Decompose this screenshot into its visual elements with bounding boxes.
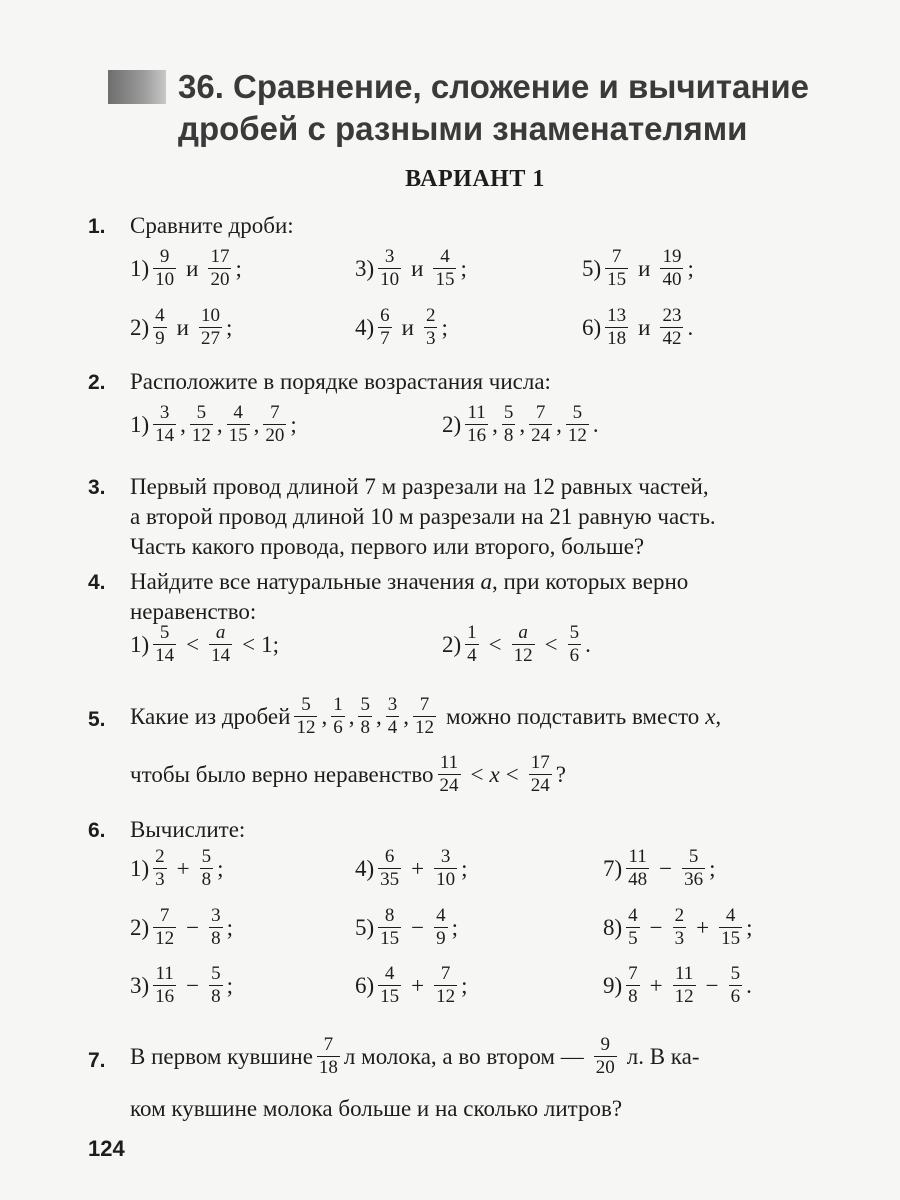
section-title — [178, 66, 878, 150]
task-1-text: Сравните дроби: — [130, 213, 294, 238]
fraction-denominator: 12 — [414, 717, 434, 738]
item-label: 1) — [130, 411, 150, 437]
less-than-sign: < — [488, 631, 502, 657]
fraction-numerator: 5 — [196, 402, 207, 423]
fraction — [378, 963, 401, 1008]
fraction — [227, 402, 250, 447]
inequality-item — [130, 622, 279, 667]
task-7-text: В первом кувшине — [130, 1043, 313, 1069]
fraction-denominator: 7 — [380, 328, 390, 349]
fraction — [626, 846, 649, 891]
punctuation: . — [592, 411, 599, 437]
fraction-denominator: 6 — [730, 986, 741, 1007]
fraction-denominator: 15 — [607, 269, 627, 290]
fraction-numerator: 2 — [155, 846, 165, 867]
fraction — [378, 246, 401, 291]
fraction-denominator: 3 — [674, 928, 685, 949]
fraction-denominator: 20 — [265, 425, 285, 446]
fraction — [386, 694, 400, 739]
fraction — [209, 963, 223, 1008]
item-label: 6) — [355, 972, 375, 998]
fraction — [153, 963, 176, 1008]
fraction-numerator: 11 — [439, 752, 459, 773]
item-label: 4) — [355, 314, 375, 340]
fraction-denominator: 8 — [503, 425, 514, 446]
task-5-text: можно подставить вместо — [445, 703, 700, 729]
fraction-denominator: 14 — [155, 425, 175, 446]
expression-item — [603, 905, 753, 950]
fraction-numerator: 4 — [155, 305, 165, 326]
fraction-denominator: 35 — [380, 869, 400, 890]
fraction-numerator: 11 — [467, 402, 486, 423]
fraction — [438, 752, 461, 797]
punctuation: ; — [235, 255, 242, 281]
punctuation: ; — [709, 855, 716, 881]
fraction-denominator: 10 — [436, 869, 456, 890]
task-4-variable: a — [480, 569, 492, 594]
conjunction: и — [186, 255, 199, 281]
fraction-denominator: 10 — [380, 269, 400, 290]
item-label: 6) — [582, 314, 602, 340]
compare-item — [130, 305, 232, 350]
minus-sign: − — [186, 914, 200, 940]
fraction-numerator: 7 — [628, 963, 638, 984]
fraction-numerator: 5 — [159, 622, 170, 643]
fraction — [719, 905, 742, 950]
task-4-line-1-end: , при которых верно — [492, 569, 689, 594]
fraction-numerator: 4 — [384, 963, 395, 984]
fraction-numerator: 10 — [200, 305, 220, 326]
fraction-numerator: 5 — [688, 846, 699, 867]
fraction-denominator: 8 — [211, 986, 221, 1007]
fraction-numerator: 7 — [159, 905, 170, 926]
fraction-numerator: a — [518, 622, 528, 643]
fraction — [566, 402, 589, 447]
less-than-sign: < — [242, 631, 256, 657]
fraction-denominator: 27 — [200, 328, 220, 349]
fraction-denominator: 12 — [296, 717, 316, 738]
item-label: 5) — [355, 914, 375, 940]
fraction — [317, 1034, 340, 1079]
punctuation: , — [180, 411, 186, 437]
fraction-numerator: 2 — [674, 905, 685, 926]
fraction — [378, 846, 401, 891]
fraction — [673, 963, 696, 1008]
plus-sign: + — [411, 972, 425, 998]
fraction-numerator: 3 — [159, 402, 170, 423]
fraction-numerator: 9 — [159, 246, 170, 267]
fraction-numerator: 7 — [419, 694, 430, 715]
fraction-numerator: 4 — [436, 905, 446, 926]
fraction-denominator: 8 — [201, 869, 212, 890]
fraction-numerator: 17 — [530, 752, 550, 773]
fraction — [529, 402, 552, 447]
fraction-numerator: 3 — [440, 846, 451, 867]
fraction — [502, 402, 516, 447]
punctuation: , — [216, 411, 223, 437]
item-label: 9) — [603, 972, 623, 998]
less-than-sign: < — [186, 631, 200, 657]
fraction-numerator: 13 — [607, 305, 627, 326]
fraction-denominator: 6 — [569, 645, 580, 666]
fraction — [660, 305, 683, 350]
fraction-numerator: 2 — [425, 305, 436, 326]
fraction-denominator: 3 — [155, 869, 165, 890]
fraction-denominator: 16 — [155, 986, 175, 1007]
task-3-line-3: Часть какого провода, первого или второго, больше? — [130, 534, 645, 559]
item-label: 2) — [442, 411, 462, 437]
punctuation: ; — [451, 914, 459, 940]
task-7-text: л молока, а во втором — — [343, 1043, 584, 1069]
fraction — [729, 963, 743, 1008]
plus-sign: + — [411, 855, 425, 881]
fraction-denominator: 36 — [684, 869, 704, 890]
compare-item — [355, 305, 448, 350]
fraction-numerator: 23 — [662, 305, 682, 326]
fraction — [153, 305, 167, 350]
punctuation: ; — [460, 255, 467, 281]
fraction-numerator: 7 — [440, 963, 451, 984]
item-label: 2) — [130, 314, 150, 340]
fraction-denominator: 18 — [607, 328, 627, 349]
fraction — [209, 905, 223, 950]
punctuation: , — [253, 411, 260, 437]
less-than-sign: < — [505, 761, 519, 787]
page-number: 124 — [88, 1136, 125, 1161]
fraction-denominator: 9 — [436, 928, 446, 949]
fraction — [378, 305, 392, 350]
fraction-numerator: 7 — [611, 246, 622, 267]
task-3-line-1: Первый провод длиной 7 м разрезали на 12 равных частей, — [130, 474, 709, 499]
punctuation: . — [687, 314, 694, 340]
task-5-line-1 — [130, 694, 721, 739]
order-item — [442, 402, 599, 447]
fraction-numerator: 11 — [628, 846, 647, 867]
fraction — [465, 622, 479, 667]
fraction — [153, 246, 176, 291]
fraction-numerator: 6 — [380, 305, 390, 326]
fraction-denominator: 4 — [467, 645, 477, 666]
fraction-denominator: 8 — [211, 928, 221, 949]
expression-item — [130, 905, 233, 950]
punctuation: ; — [217, 855, 224, 881]
less-than-sign: < — [470, 761, 484, 787]
fraction — [153, 402, 176, 447]
fraction-denominator: 6 — [333, 717, 343, 738]
task-5-number: 5. — [88, 708, 106, 731]
fraction-denominator: 20 — [595, 1057, 615, 1078]
fraction-numerator: 4 — [725, 905, 736, 926]
fraction-denominator: 14 — [211, 645, 231, 666]
fraction — [190, 402, 213, 447]
fraction-numerator: 7 — [535, 402, 546, 423]
punctuation: , — [519, 411, 526, 437]
fraction-denominator: 15 — [380, 928, 400, 949]
fraction-numerator: 4 — [440, 246, 450, 267]
punctuation: , — [715, 703, 722, 729]
fraction — [434, 963, 457, 1008]
fraction-denominator: 12 — [567, 425, 587, 446]
inequality-item — [442, 622, 591, 667]
fraction — [153, 905, 176, 950]
fraction — [153, 622, 176, 667]
fraction — [626, 963, 640, 1008]
fraction-denominator: 24 — [530, 775, 550, 796]
fraction — [199, 305, 222, 350]
item-label: 3) — [130, 972, 150, 998]
fraction-denominator: 4 — [387, 717, 398, 738]
fraction-denominator: 12 — [513, 645, 533, 666]
fraction-numerator: 5 — [211, 963, 221, 984]
fraction-numerator: 17 — [210, 246, 230, 267]
fraction-numerator: 7 — [323, 1034, 334, 1055]
fraction — [434, 905, 448, 950]
fraction-numerator: 5 — [569, 622, 580, 643]
fraction-numerator: 19 — [662, 246, 682, 267]
task-2-text: Расположите в порядке возрастания числа: — [130, 369, 551, 394]
punctuation: ; — [226, 914, 234, 940]
fraction — [331, 694, 345, 739]
punctuation: ? — [555, 761, 566, 787]
fraction — [568, 622, 582, 667]
item-label: 5) — [582, 255, 602, 281]
punctuation: ; — [746, 914, 753, 940]
fraction — [424, 305, 438, 350]
variant-heading: ВАРИАНТ 1 — [405, 166, 545, 192]
item-label: 2) — [130, 914, 150, 940]
expression-item — [603, 846, 716, 891]
fraction — [529, 752, 552, 797]
fraction-numerator: 1 — [467, 622, 477, 643]
fraction — [263, 402, 286, 447]
plus-sign: + — [649, 972, 663, 998]
minus-sign: − — [705, 972, 719, 998]
fraction-numerator: 5 — [503, 402, 514, 423]
task-7-line-2: ком кувшине молока больше и на сколько литров? — [130, 1096, 623, 1121]
expression-item — [603, 963, 752, 1008]
compare-item — [130, 246, 242, 291]
fraction-denominator: 16 — [467, 425, 487, 446]
fraction — [209, 622, 232, 667]
fraction-denominator: 48 — [628, 869, 648, 890]
conjunction: и — [638, 314, 651, 340]
fraction-denominator: 18 — [318, 1057, 338, 1078]
compare-item — [355, 246, 467, 291]
punctuation: ; — [225, 314, 233, 340]
fraction-denominator: 24 — [439, 775, 459, 796]
fraction — [626, 905, 640, 950]
fraction-numerator: 11 — [675, 963, 694, 984]
punctuation: , — [348, 703, 355, 729]
fraction — [358, 694, 372, 739]
compare-item — [582, 246, 694, 291]
fraction-denominator: 14 — [155, 645, 175, 666]
fraction-denominator: 42 — [662, 328, 682, 349]
fraction-denominator: 24 — [531, 425, 551, 446]
expression-item — [355, 905, 458, 950]
fraction-denominator: 12 — [436, 986, 456, 1007]
variable: x — [705, 703, 716, 729]
punctuation: ; — [290, 411, 297, 437]
punctuation: , — [403, 703, 409, 729]
section-marker-bar — [108, 70, 166, 104]
task-5-text: Какие из дробей — [130, 703, 291, 729]
minus-sign: − — [186, 972, 200, 998]
fraction-numerator: 3 — [387, 694, 398, 715]
fraction-denominator: 15 — [380, 986, 400, 1007]
item-label: 7) — [603, 855, 623, 881]
conjunction: и — [638, 255, 651, 281]
fraction-denominator: 15 — [721, 928, 741, 949]
item-label: 1) — [130, 855, 150, 881]
section-title-line-2: дробей с разными знаменателями — [178, 110, 748, 147]
task-4-line-1-text: Найдите все натуральные значения — [130, 569, 475, 594]
task-5-line-2 — [130, 752, 566, 797]
fraction — [378, 905, 401, 950]
fraction-denominator: 8 — [360, 717, 370, 738]
fraction-denominator: 12 — [191, 425, 211, 446]
fraction-denominator: 20 — [210, 269, 230, 290]
task-7-number: 7. — [88, 1049, 106, 1072]
minus-sign: − — [411, 914, 425, 940]
fraction-numerator: 3 — [384, 246, 395, 267]
fraction — [153, 846, 167, 891]
fraction-numerator: 5 — [572, 402, 583, 423]
plus-sign: + — [176, 855, 190, 881]
fraction — [660, 246, 683, 291]
fraction-denominator: 40 — [662, 269, 682, 290]
fraction — [682, 846, 705, 891]
expression-item — [130, 846, 224, 891]
fraction-numerator: a — [215, 622, 226, 643]
task-7-line-1 — [130, 1034, 700, 1079]
punctuation: ; — [272, 631, 280, 657]
fraction-denominator: 10 — [155, 269, 175, 290]
task-4-line-2: неравенство: — [130, 599, 257, 624]
task-1-number: 1. — [88, 215, 106, 238]
conjunction: и — [411, 255, 424, 281]
item-label: 8) — [603, 914, 623, 940]
fraction-denominator: 3 — [425, 328, 436, 349]
fraction-numerator: 5 — [201, 846, 212, 867]
number: 1 — [261, 631, 273, 657]
fraction-numerator: 4 — [628, 905, 638, 926]
order-item — [130, 402, 297, 447]
fraction-denominator: 15 — [435, 269, 455, 290]
fraction-denominator: 5 — [628, 928, 638, 949]
item-label: 1) — [130, 631, 150, 657]
task-2-number: 2. — [88, 371, 106, 394]
fraction — [434, 846, 457, 891]
punctuation: . — [585, 631, 591, 657]
item-label: 3) — [355, 255, 375, 281]
task-7-text: л. В ка- — [626, 1043, 700, 1069]
fraction-numerator: 11 — [155, 963, 174, 984]
fraction-denominator: 12 — [155, 928, 175, 949]
section-title-line-1: 36. Сравнение, сложение и вычитание — [178, 68, 809, 105]
task-6-text: Вычислите: — [130, 817, 246, 842]
punctuation: ; — [441, 314, 448, 340]
punctuation: . — [746, 972, 752, 998]
item-label: 1) — [130, 255, 150, 281]
fraction-numerator: 9 — [600, 1034, 610, 1055]
conjunction: и — [176, 314, 189, 340]
fraction — [465, 402, 488, 447]
expression-item — [355, 846, 468, 891]
fraction-numerator: 1 — [333, 694, 343, 715]
less-than-sign: < — [544, 631, 558, 657]
plus-sign: + — [696, 914, 710, 940]
fraction — [605, 246, 628, 291]
task-3-number: 3. — [88, 476, 106, 499]
punctuation: , — [556, 411, 562, 437]
item-label: 2) — [442, 631, 462, 657]
item-label: 4) — [355, 855, 375, 881]
punctuation: , — [492, 411, 498, 437]
fraction-denominator: 9 — [155, 328, 165, 349]
punctuation: ; — [461, 972, 468, 998]
fraction-numerator: 7 — [270, 402, 280, 423]
fraction — [673, 905, 687, 950]
task-6-number: 6. — [88, 819, 106, 842]
fraction — [605, 305, 628, 350]
fraction — [294, 694, 317, 739]
fraction-numerator: 8 — [384, 905, 395, 926]
minus-sign: − — [659, 855, 673, 881]
fraction-numerator: 5 — [360, 694, 370, 715]
fraction-denominator: 15 — [228, 425, 248, 446]
punctuation: , — [375, 703, 382, 729]
task-4-number: 4. — [88, 571, 106, 594]
fraction-numerator: 4 — [233, 402, 243, 423]
fraction — [512, 622, 535, 667]
fraction-numerator: 5 — [730, 963, 741, 984]
fraction — [594, 1034, 617, 1079]
conjunction: и — [401, 314, 414, 340]
minus-sign: − — [649, 914, 663, 940]
task-5-text: чтобы было верно неравенство — [130, 761, 434, 787]
expression-item — [355, 963, 468, 1008]
task-3-line-2: а второй провод длиной 10 м разрезали на 21 равную часть. — [130, 504, 716, 529]
fraction — [413, 694, 436, 739]
punctuation: ; — [461, 855, 468, 881]
compare-item — [582, 305, 693, 350]
fraction-numerator: 5 — [301, 694, 311, 715]
task-4-line-1 — [130, 567, 688, 597]
punctuation: ; — [226, 972, 234, 998]
expression-item — [130, 963, 233, 1008]
fraction-numerator: 6 — [384, 846, 395, 867]
fraction — [433, 246, 456, 291]
fraction-denominator: 8 — [628, 986, 638, 1007]
punctuation: ; — [687, 255, 694, 281]
punctuation: , — [321, 703, 328, 729]
fraction-numerator: 3 — [211, 905, 221, 926]
fraction — [200, 846, 214, 891]
fraction-denominator: 12 — [674, 986, 694, 1007]
variable: x — [489, 761, 500, 787]
fraction — [208, 246, 231, 291]
